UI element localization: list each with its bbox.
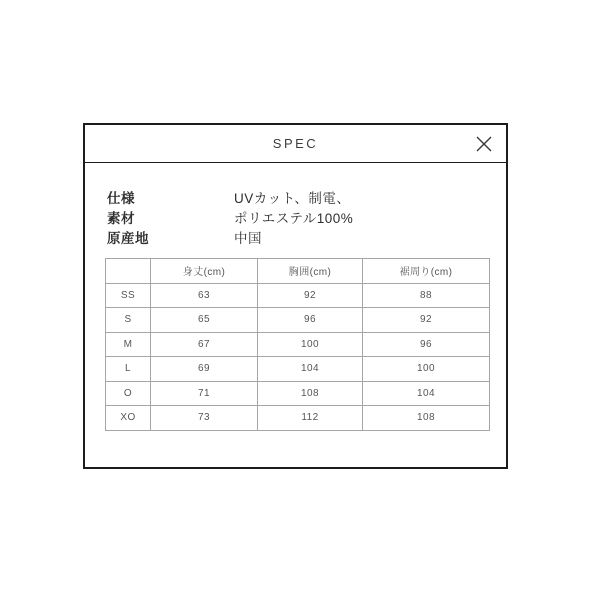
table-row [106,406,490,431]
value-cell: 96 [258,308,363,333]
product-info-list [105,189,486,249]
close-icon [475,135,493,153]
close-button[interactable] [472,132,496,156]
value-cell: 100 [363,357,490,382]
info-label: 仕様 [107,191,135,206]
table-row [106,283,490,308]
info-value: UVカット、制電、 [234,191,351,206]
info-row-spec [107,189,486,209]
value-cell: 104 [363,381,490,406]
value-cell: 104 [258,357,363,382]
header-cell-empty [106,259,151,284]
modal-header [85,125,506,163]
size-cell: XO [106,406,151,431]
table-row [106,308,490,333]
value-cell: 69 [151,357,258,382]
value-cell: 100 [258,332,363,357]
table-row [106,332,490,357]
value-cell: 71 [151,381,258,406]
table-row [106,357,490,382]
info-value: ポリエステル100% [234,211,354,226]
header-cell-chest: 胸囲(cm) [258,259,363,284]
value-cell: 96 [363,332,490,357]
info-label: 原産地 [107,231,149,246]
value-cell: 108 [258,381,363,406]
table-row [106,381,490,406]
info-row-material [107,209,486,229]
value-cell: 65 [151,308,258,333]
value-cell: 73 [151,406,258,431]
header-cell-length: 身丈(cm) [151,259,258,284]
size-table [105,258,490,431]
size-cell: L [106,357,151,382]
info-label: 素材 [107,211,135,226]
value-cell: 88 [363,283,490,308]
size-cell: M [106,332,151,357]
size-cell: S [106,308,151,333]
spec-modal [83,123,508,469]
size-cell: O [106,381,151,406]
header-cell-hem: 裾周り(cm) [363,259,490,284]
modal-body [85,163,506,431]
modal-title: SPEC [272,136,319,151]
value-cell: 108 [363,406,490,431]
value-cell: 92 [363,308,490,333]
value-cell: 112 [258,406,363,431]
value-cell: 63 [151,283,258,308]
size-table-header-row [106,259,490,284]
info-value: 中国 [234,231,262,246]
info-row-origin [107,229,486,249]
value-cell: 67 [151,332,258,357]
size-cell: SS [106,283,151,308]
value-cell: 92 [258,283,363,308]
